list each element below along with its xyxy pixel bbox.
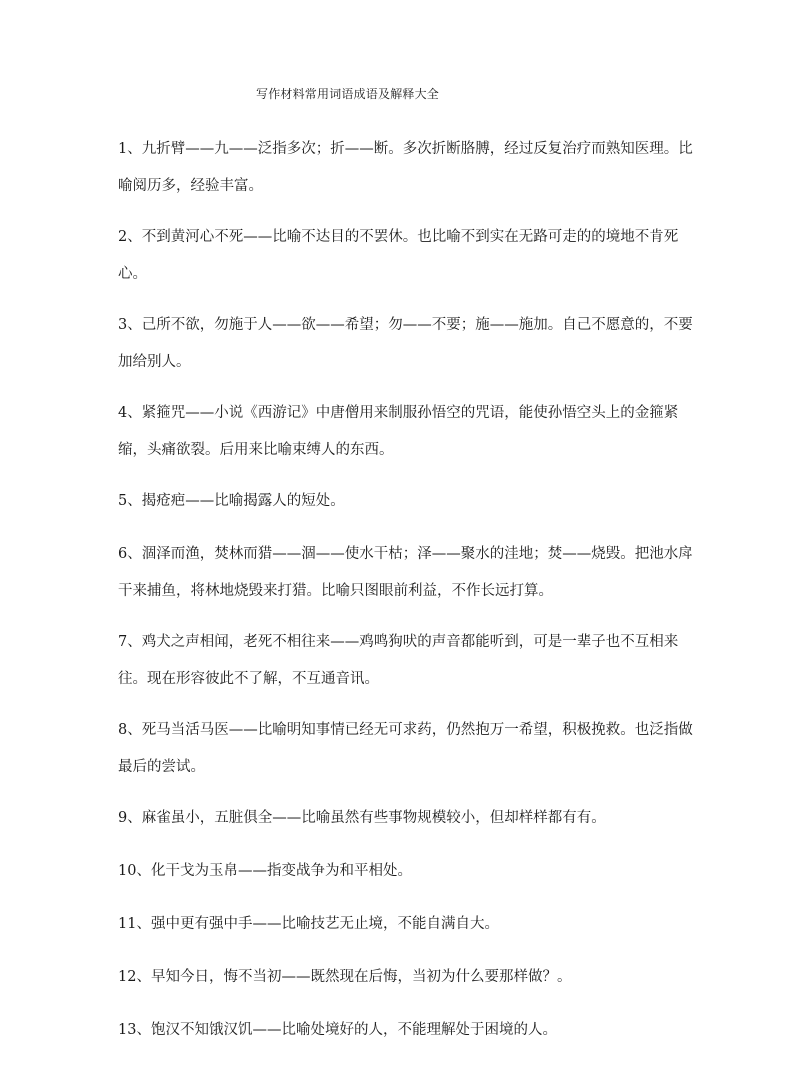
- list-item: 7、鸡犬之声相闻，老死不相往来——鸡鸣狗吠的声音都能听到，可是一辈子也不互相来往。现在形容彼此不了解，不互通音讯。: [118, 634, 679, 687]
- list-item: 10、化干戈为玉帛——指变战争为和平相处。: [118, 863, 412, 879]
- entry-list: [118, 131, 700, 1065]
- document-title: 写作材料常用词语成语及解释大全: [256, 87, 440, 101]
- list-item: 5、揭疮疤——比喻揭露人的短处。: [118, 493, 345, 509]
- list-item: 3、己所不欲，勿施于人——欲——希望；勿——不要；施——施加。自己不愿意的，不要加给别人。: [118, 317, 693, 370]
- list-item: 8、死马当活马医——比喻明知事情已经无可求药，仍然抱万一希望，积极挽救。也泛指做最后的尝试。: [118, 722, 693, 775]
- list-item: 13、饱汉不知饿汉饥——比喻处境好的人，不能理解处于困境的人。: [118, 1022, 557, 1038]
- list-item: 4、紧箍咒——小说《西游记》中唐僧用来制服孙悟空的咒语，能使孙悟空头上的金箍紧缩，头痛欲裂。后用来比喻束缚人的东西。: [118, 405, 679, 458]
- list-item: 9、麻雀虽小，五脏俱全——比喻虽然有些事物规模较小，但却样样都有有。: [118, 810, 606, 826]
- list-item: 2、不到黄河心不死——比喻不达目的不罢休。也比喻不到实在无路可走的的境地不肯死心。: [118, 229, 679, 282]
- list-item: 6、涸泽而渔，焚林而猎——涸——使水干枯；泽——聚水的洼地；焚——烧毁。把池水戽干来捕鱼，将林地烧毁来打猎。比喻只图眼前利益，不作长远打算。: [118, 546, 693, 599]
- list-item: 12、早知今日，悔不当初——既然现在后悔，当初为什么要那样做？。: [118, 969, 572, 985]
- list-item: 1、九折臂——九——泛指多次；折——断。多次折断胳膊，经过反复治疗而熟知医理。比喻阅历多，经验丰富。: [118, 141, 693, 194]
- list-item: 11、强中更有强中手——比喻技艺无止境，不能自满自大。: [118, 916, 499, 932]
